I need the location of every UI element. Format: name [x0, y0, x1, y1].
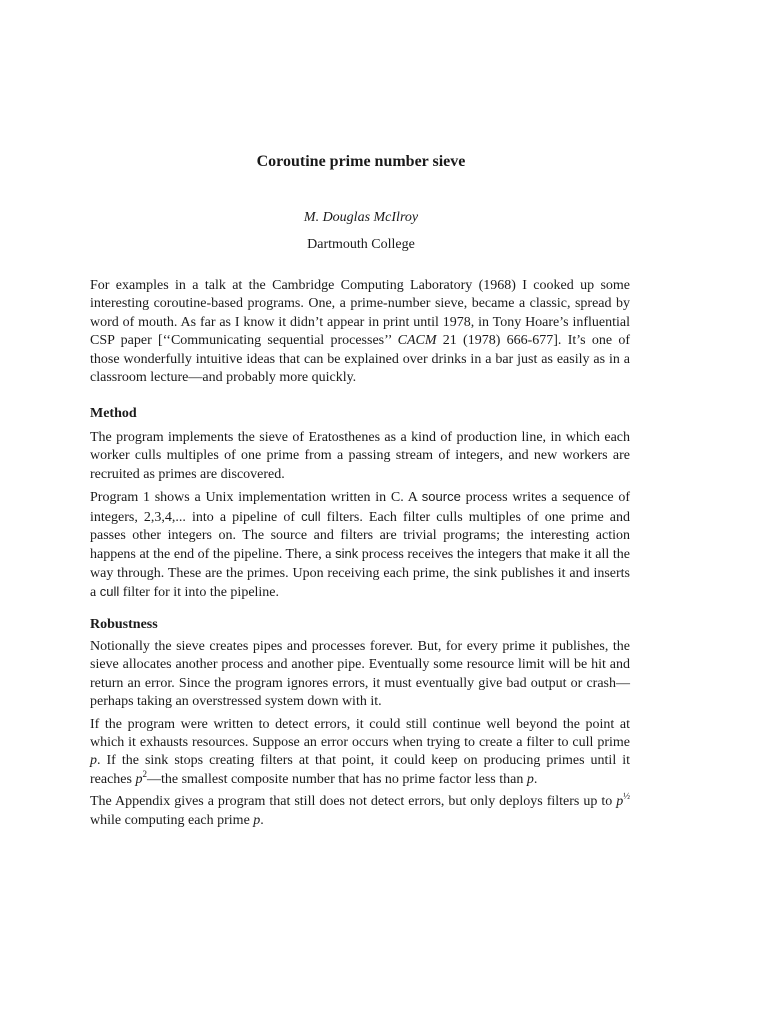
variable-p: p	[526, 771, 534, 787]
intro-paragraph	[90, 277, 630, 387]
robustness-section	[90, 638, 630, 830]
method-p2-text-c: filters. Each filter culls multiples of one prime and passes other integers on. The source and filters are trivial programs; the interesting action happens at the end of the pipeline. There, a	[90, 509, 630, 563]
robust-p2-text-c: —the smallest composite number that has no prime factor less than	[146, 771, 527, 787]
author-affiliation: Dartmouth College	[307, 237, 415, 252]
method-paragraph-1: The program implements the sieve of Eratosthenes as a kind of production line, in which each worker culls multiples of one prime from a passing stream of integers, and new workers are recruited as primes are discovered.	[90, 430, 630, 482]
robustness-heading: Robustness	[90, 617, 158, 632]
source-keyword: source	[421, 489, 461, 505]
robust-p2-text-b: . If the sink stops creating filters at that point, it could keep on producing primes until it reaches	[90, 753, 630, 787]
robustness-paragraph-1: Notionally the sieve creates pipes and processes forever. But, for every prime it publishes, the sieve allocates another process and another pipe. Eventually some resource limit will be hit and return an error. Since the program ignores errors, it must eventually give bad output or crash—perhaps taking an overstressed system down with it.	[90, 639, 630, 710]
robust-p2-text-d: .	[533, 771, 538, 787]
method-heading-block	[90, 405, 630, 423]
method-section	[90, 429, 630, 603]
superscript-2: 2	[142, 768, 147, 779]
robustness-heading-block	[90, 616, 630, 634]
variable-p-squared: p	[135, 771, 143, 787]
robustness-paragraph-2	[90, 716, 630, 790]
method-p2-text-a: Program 1 shows a Unix implementation written in C. A	[90, 490, 422, 506]
superscript-half: ½	[623, 791, 630, 802]
journal-name: CACM	[397, 333, 437, 349]
cull-keyword: cull	[301, 508, 321, 524]
robustness-paragraph-3	[90, 793, 630, 830]
method-p2-text-b: process writes a sequence of integers, 2,3,4,... into a pipeline of	[90, 490, 630, 525]
method-p2-text-e: filter for it into the pipeline.	[119, 585, 280, 601]
author-name: M. Douglas McIlroy	[303, 210, 419, 225]
intro-section	[90, 277, 630, 387]
method-paragraph-2	[90, 488, 630, 602]
method-heading: Method	[90, 406, 137, 421]
cull-keyword-2: cull	[99, 584, 120, 600]
robust-p3-text-a: The Appendix gives a program that still does not detect errors, but only deploys filters up to	[90, 794, 617, 810]
robust-p3-text-c: .	[260, 812, 264, 828]
variable-p: p	[253, 812, 261, 828]
page-title: Coroutine prime number sieve	[256, 153, 466, 170]
robust-p2-text-a: If the program were written to detect errors, it could still continue well beyond the point at which it exhausts resources. Suppose an error occurs when trying to create a filter to cull prime	[90, 716, 630, 751]
intro-text-end: 21 (1978) 666-677]. It’s one of those wonderfully intuitive ideas that can be explained over drinks in a bar just as easily as in a classroom lecture—and probably more quickly.	[90, 333, 630, 386]
intro-text: For examples in a talk at the Cambridge Computing Laboratory (1968) I cooked up some interesting coroutine-based programs. One, a prime-number sieve, became a classic, spread by word of mouth. As far as I know it didn’t appear in print until 1978, in Tony Hoare’s influential CSP paper [‘‘Communicating sequential processes’’	[90, 278, 630, 349]
sink-keyword: sink	[335, 546, 359, 562]
robust-p3-text-b: while computing each prime	[90, 812, 254, 828]
variable-p: p	[90, 753, 97, 769]
variable-p: p	[616, 794, 624, 810]
method-p2-text-d: process receives the integers that make it all the way through. These are the primes. Upon receiving each prime, the sink publishes it and inserts a	[90, 547, 630, 601]
